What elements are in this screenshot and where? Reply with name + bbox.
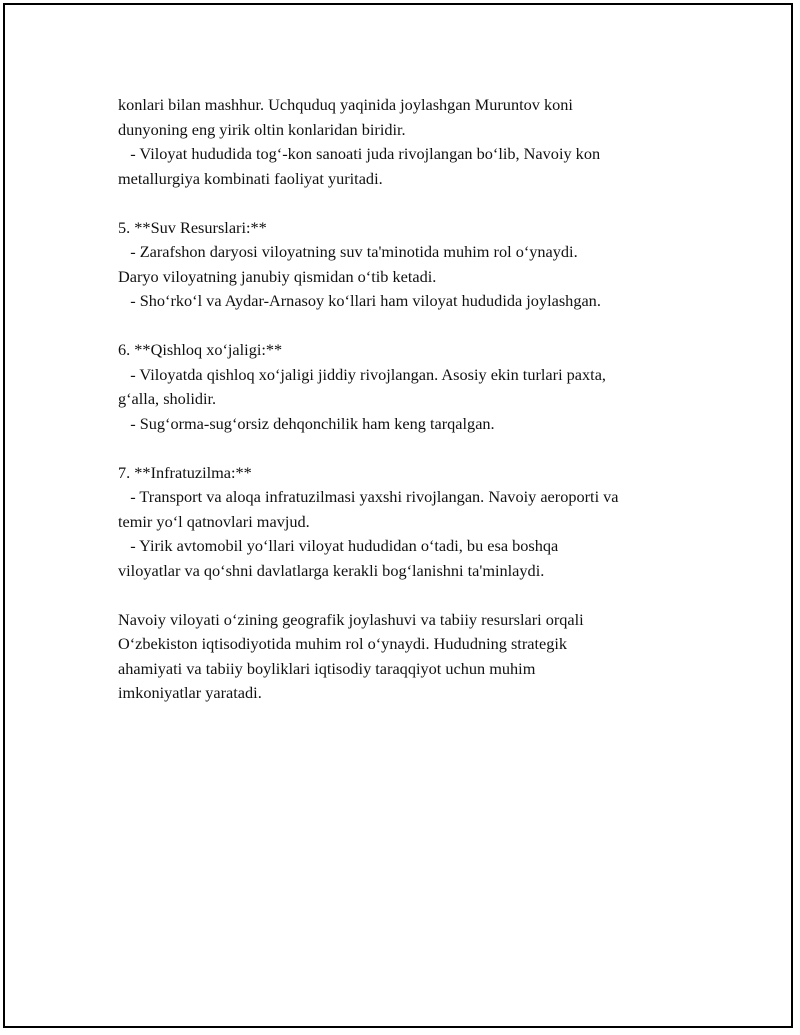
text-line: - Viloyat hududida tog‘-kon sanoati juda rivojlangan bo‘lib, Navoiy kon [118, 144, 601, 163]
text-line: - Yirik avtomobil yo‘llari viloyat hududidan o‘tadi, bu esa boshqa [118, 536, 559, 555]
paragraph-gap [118, 583, 708, 608]
text-line: - Sug‘orma-sug‘orsiz dehqonchilik ham keng tarqalgan. [118, 413, 495, 433]
text-line: metallurgiya kombinati faoliyat yuritadi. [118, 168, 383, 188]
text-line: dunyoning eng yirik oltin konlaridan biridir. [118, 119, 406, 139]
document-body [118, 93, 708, 706]
text-line: g‘alla, sholidir. [118, 389, 217, 408]
section-infrastructure [118, 461, 708, 584]
text-line: imkoniyatlar yaratadi. [118, 683, 262, 702]
text-line: - Sho‘rko‘l va Aydar-Arnasoy ko‘llari ham viloyat hududida joylashgan. [118, 291, 601, 310]
text-line: Navoiy viloyati o‘zining geografik joylashuvi va tabiiy resurslari orqali [118, 609, 584, 629]
text-line: - Zarafshon daryosi viloyatning suv ta'minotida muhim rol o‘ynaydi. [118, 242, 578, 261]
paragraph-gap [118, 191, 708, 216]
section-heading: 6. **Qishloq xo‘jaligi:** [118, 340, 283, 359]
section-heading: 7. **Infratuzilma:** [118, 462, 252, 482]
text-line: ahamiyati va tabiiy boyliklari iqtisodiy taraqqiyot uchun muhim [118, 658, 536, 678]
section-heading: 5. **Suv Resurslari:** [118, 217, 267, 237]
paragraph-conclusion [118, 608, 708, 706]
text-line: viloyatlar va qo‘shni davlatlarga kerakli bog‘lanishni ta'minlaydi. [118, 560, 545, 580]
text-line: Daryo viloyatning janubiy qismidan o‘tib ketadi. [118, 266, 437, 286]
text-line: O‘zbekiston iqtisodiyotida muhim rol o‘ynaydi. Hududning strategik [118, 634, 568, 653]
paragraph-minerals [118, 93, 708, 191]
text-line: konlari bilan mashhur. Uchquduq yaqinida joylashgan Muruntov koni [118, 95, 573, 114]
text-line: - Viloyatda qishloq xo‘jaligi jiddiy rivojlangan. Asosiy ekin turlari paxta, [118, 364, 606, 384]
text-line: temir yo‘l qatnovlari mavjud. [118, 511, 310, 531]
section-agriculture [118, 338, 708, 436]
paragraph-gap [118, 436, 708, 461]
section-water-resources [118, 216, 708, 314]
paragraph-gap [118, 314, 708, 339]
text-line: - Transport va aloqa infratuzilmasi yaxshi rivojlangan. Navoiy aeroporti va [118, 487, 619, 506]
